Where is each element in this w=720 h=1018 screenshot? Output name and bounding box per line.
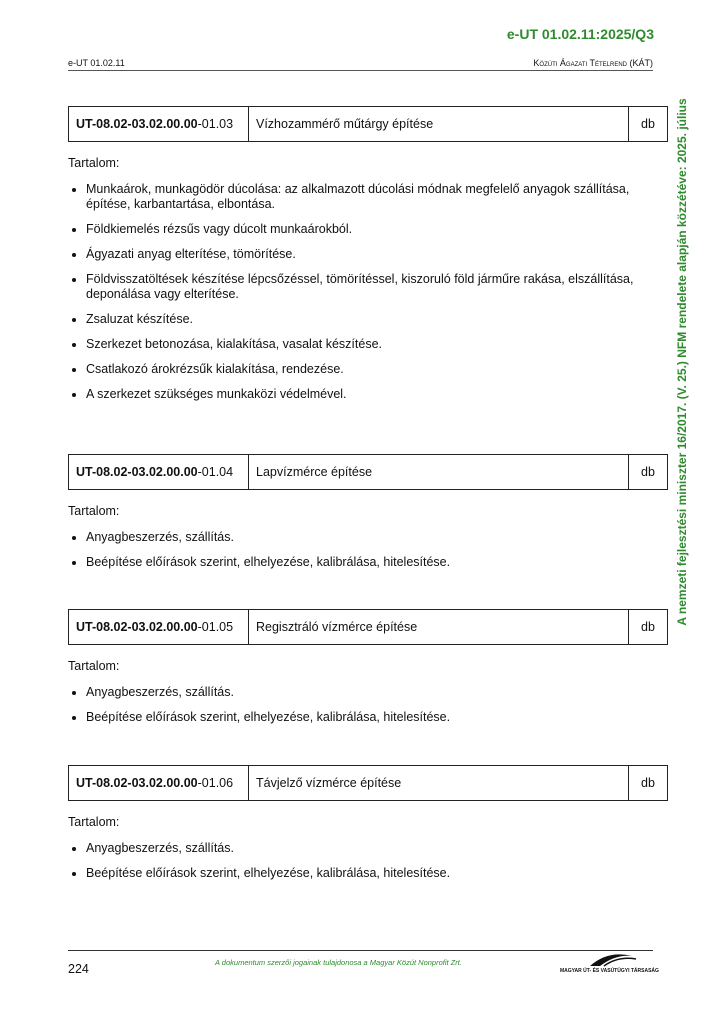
item-unit: db — [641, 465, 655, 479]
side-note — [672, 98, 692, 626]
side-note-text: A nemzeti fejlesztési miniszter 16/2017. (V. 25.) NFM rendelete alapján közzétéve: 2025. július — [675, 98, 689, 626]
item-name: Távjelző vízmérce építése — [249, 766, 629, 800]
content-list — [68, 841, 668, 881]
content-label: Tartalom: — [68, 156, 120, 170]
item-header-box — [68, 106, 668, 142]
content-label: Tartalom: — [68, 659, 120, 673]
list-item: • Anyagbeszerzés, szállítás. — [86, 530, 668, 545]
publisher-logo — [560, 950, 659, 974]
document-code: e-UT 01.02.11:2025/Q3 — [506, 26, 654, 42]
list-item: • Csatlakozó árokrézsűk kialakítása, rendezése. — [86, 362, 668, 377]
list-item: • Beépítése előírások szerint, elhelyezése, kalibrálása, hitelesítése. — [86, 710, 668, 725]
item-block — [68, 765, 668, 891]
list-item: • Anyagbeszerzés, szállítás. — [86, 685, 668, 700]
list-item: • Beépítése előírások szerint, elhelyezése, kalibrálása, hitelesítése. — [86, 866, 668, 881]
list-item: • Anyagbeszerzés, szállítás. — [86, 841, 668, 856]
list-item: • Munkaárok, munkagödör dúcolása: az alkalmazott dúcolási módnak megfelelő anyagok szállítása, építése, karbantartása, elbontása. — [86, 182, 668, 212]
item-block — [68, 106, 668, 412]
item-header-box — [68, 765, 668, 801]
page-header — [68, 58, 653, 71]
content-label: Tartalom: — [68, 504, 120, 518]
header-left: e-UT 01.02.11 — [68, 58, 125, 68]
copyright-notice: A dokumentum szerzői jogainak tulajdonosa a Magyar Közút Nonprofit Zrt. — [215, 958, 462, 967]
logo-text: MAGYAR ÚT- ÉS VASÚTÜGYI TÁRSASÁG — [560, 968, 659, 974]
road-swoosh-icon — [560, 950, 656, 968]
list-item: • Beépítése előírások szerint, elhelyezése, kalibrálása, hitelesítése. — [86, 555, 668, 570]
item-name: Vízhozammérő műtárgy építése — [249, 107, 629, 141]
item-name: Lapvízmérce építése — [249, 455, 629, 489]
list-item: • Ágyazati anyag elterítése, tömörítése. — [86, 247, 668, 262]
content-list — [68, 685, 668, 725]
list-item: • Földkiemelés rézsűs vagy dúcolt munkaárokból. — [86, 222, 668, 237]
list-item: • A szerkezet szükséges munkaközi védelmével. — [86, 387, 668, 402]
content-list — [68, 182, 668, 402]
item-header-box — [68, 454, 668, 490]
item-unit: db — [641, 620, 655, 634]
item-code: UT-08.02-03.02.00.00 -01.04 — [69, 455, 249, 489]
item-unit: db — [641, 776, 655, 790]
item-header-box — [68, 609, 668, 645]
page-number: 224 — [68, 962, 89, 976]
list-item: • Zsaluzat készítése. — [86, 312, 668, 327]
item-block — [68, 609, 668, 735]
content-list — [68, 530, 668, 570]
content-label: Tartalom: — [68, 815, 120, 829]
item-code: UT-08.02-03.02.00.00 -01.06 — [69, 766, 249, 800]
list-item: • Szerkezet betonozása, kialakítása, vasalat készítése. — [86, 337, 668, 352]
item-code: UT-08.02-03.02.00.00 -01.05 — [69, 610, 249, 644]
item-unit: db — [641, 117, 655, 131]
item-name: Regisztráló vízmérce építése — [249, 610, 629, 644]
list-item: • Földvisszatöltések készítése lépcsőzéssel, tömörítéssel, kiszoruló föld járműre rakása, elszállítása, deponálása vagy elterítése. — [86, 272, 668, 302]
header-right: Közúti Ágazati Tételrend (KÁT) — [533, 58, 653, 68]
item-code: UT-08.02-03.02.00.00 -01.03 — [69, 107, 249, 141]
item-block — [68, 454, 668, 580]
